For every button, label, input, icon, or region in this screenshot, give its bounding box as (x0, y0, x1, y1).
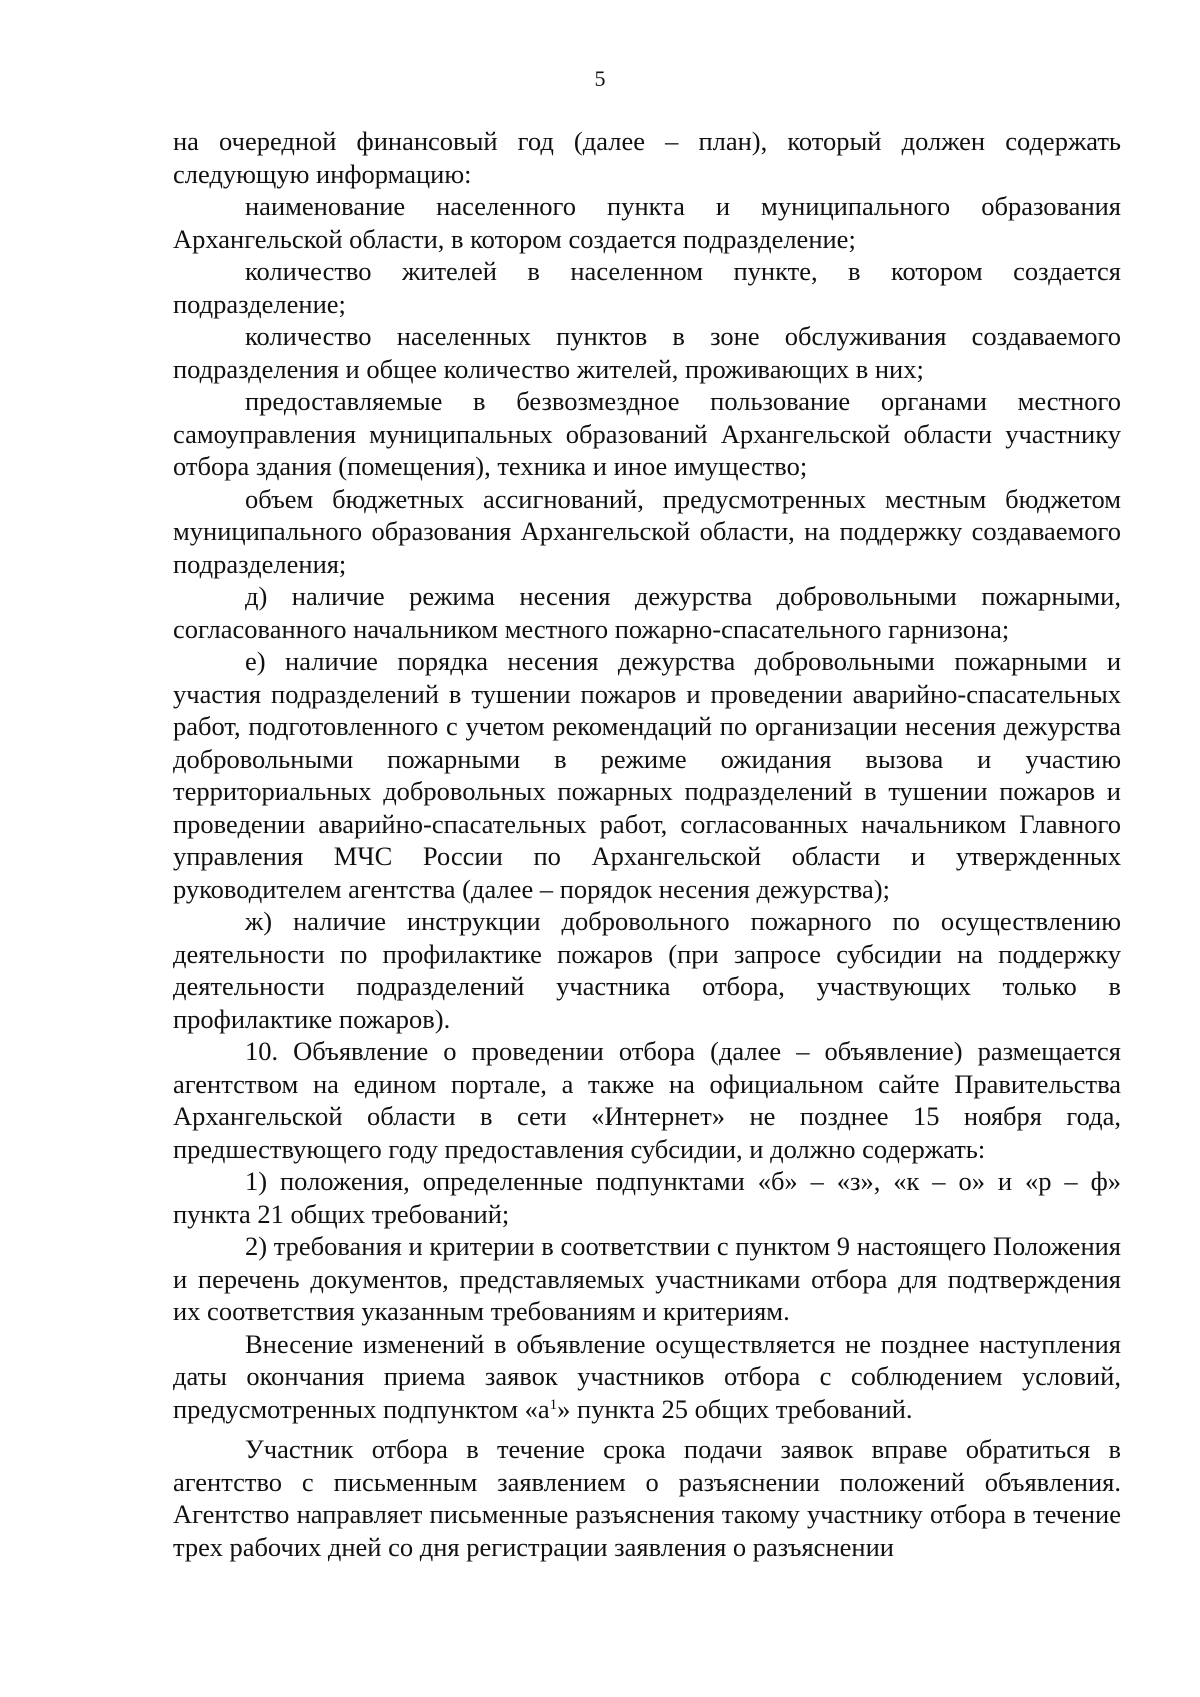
paragraph-item-d: д) наличие режима несения дежурства добровольными пожарными, согласованного начальником местного пожарно-спасательного гарнизона; (173, 581, 1121, 644)
paragraph-point-10: 10. Объявление о проведении отбора (далее – объявление) размещается агентством на едином портале, а также на официальном сайте Правительства Архангельской области в сети «Интернет» не позднее 15 ноября года, предшествующего году предоставления субсидии, и должно содержать: (173, 1036, 1121, 1164)
paragraph-service-zone: количество населенных пунктов в зоне обслуживания создаваемого подразделения и общее количество жителей, проживающих в них; (173, 321, 1121, 384)
paragraph-amendments (173, 1328, 1121, 1426)
paragraph-budget-allocations: объем бюджетных ассигнований, предусмотренных местным бюджетом муниципального образования Архангельской области, на поддержку создаваемого подразделения; (173, 483, 1121, 579)
paragraph-item-zh: ж) наличие инструкции добровольного пожарного по осуществлению деятельности по профилактике пожаров (при запросе субсидии на поддержку деятельности подразделений участника отбора, участвующих только в профилактике пожаров). (173, 906, 1121, 1034)
footnote-superscript: 1 (549, 1396, 558, 1413)
paragraph-item-e: е) наличие порядка несения дежурства добровольными пожарными и участия подразделений в тушении пожаров и проведении аварийно-спасательных работ, подготовленного с учетом рекомендаций по организации несения дежурства добровольными пожарными в режиме ожидания вызова и участию территориальных добровольных пожарных подразделений в тушении пожаров и проведении аварийно-спасательных работ, согласованных начальником Главного управления МЧС России по Архангельской области и утвержденных руководителем агентства (далее – порядок несения дежурства); (173, 646, 1121, 904)
paragraph-residents-count: количество жителей в населенном пункте, в котором создается подразделение; (173, 256, 1121, 319)
amendments-text-end: » пункта 25 общих требований. (557, 1393, 913, 1424)
paragraph-clarification: Участник отбора в течение срока подачи заявок вправе обратиться в агентство с письменным заявлением о разъяснении положений объявления. Агентство направляет письменные разъяснения такому участнику отбора в течение трех рабочих дней со дня регистрации заявления о разъяснении (173, 1434, 1121, 1562)
paragraph-subitem-2: 2) требования и критерии в соответствии с пунктом 9 настоящего Положения и перечень документов, представляемых участниками отбора для подтверждения их соответствия указанным требованиям и критериям. (173, 1231, 1121, 1326)
paragraph-provided-property: предоставляемые в безвозмездное пользование органами местного самоуправления муниципальных образований Архангельской области участнику отбора здания (помещения), техника и иное имущество; (173, 386, 1121, 481)
document-body (173, 125, 1121, 1563)
amendments-text-start: Внесение изменений в объявление осуществляется не позднее наступления даты окончания приема заявок участников отбора с соблюдением условий, предусмотренных подпунктом «а (173, 1328, 1121, 1424)
paragraph-settlement-name: наименование населенного пункта и муниципального образования Архангельской области, в котором создается подразделение; (173, 191, 1121, 254)
page-number: 5 (594, 66, 606, 91)
paragraph-plan-intro: на очередной финансовый год (далее – план), который должен содержать следующую информацию: (173, 126, 1121, 189)
paragraph-subitem-1: 1) положения, определенные подпунктами «б» – «з», «к – о» и «р – ф» пункта 21 общих требований; (173, 1166, 1121, 1229)
